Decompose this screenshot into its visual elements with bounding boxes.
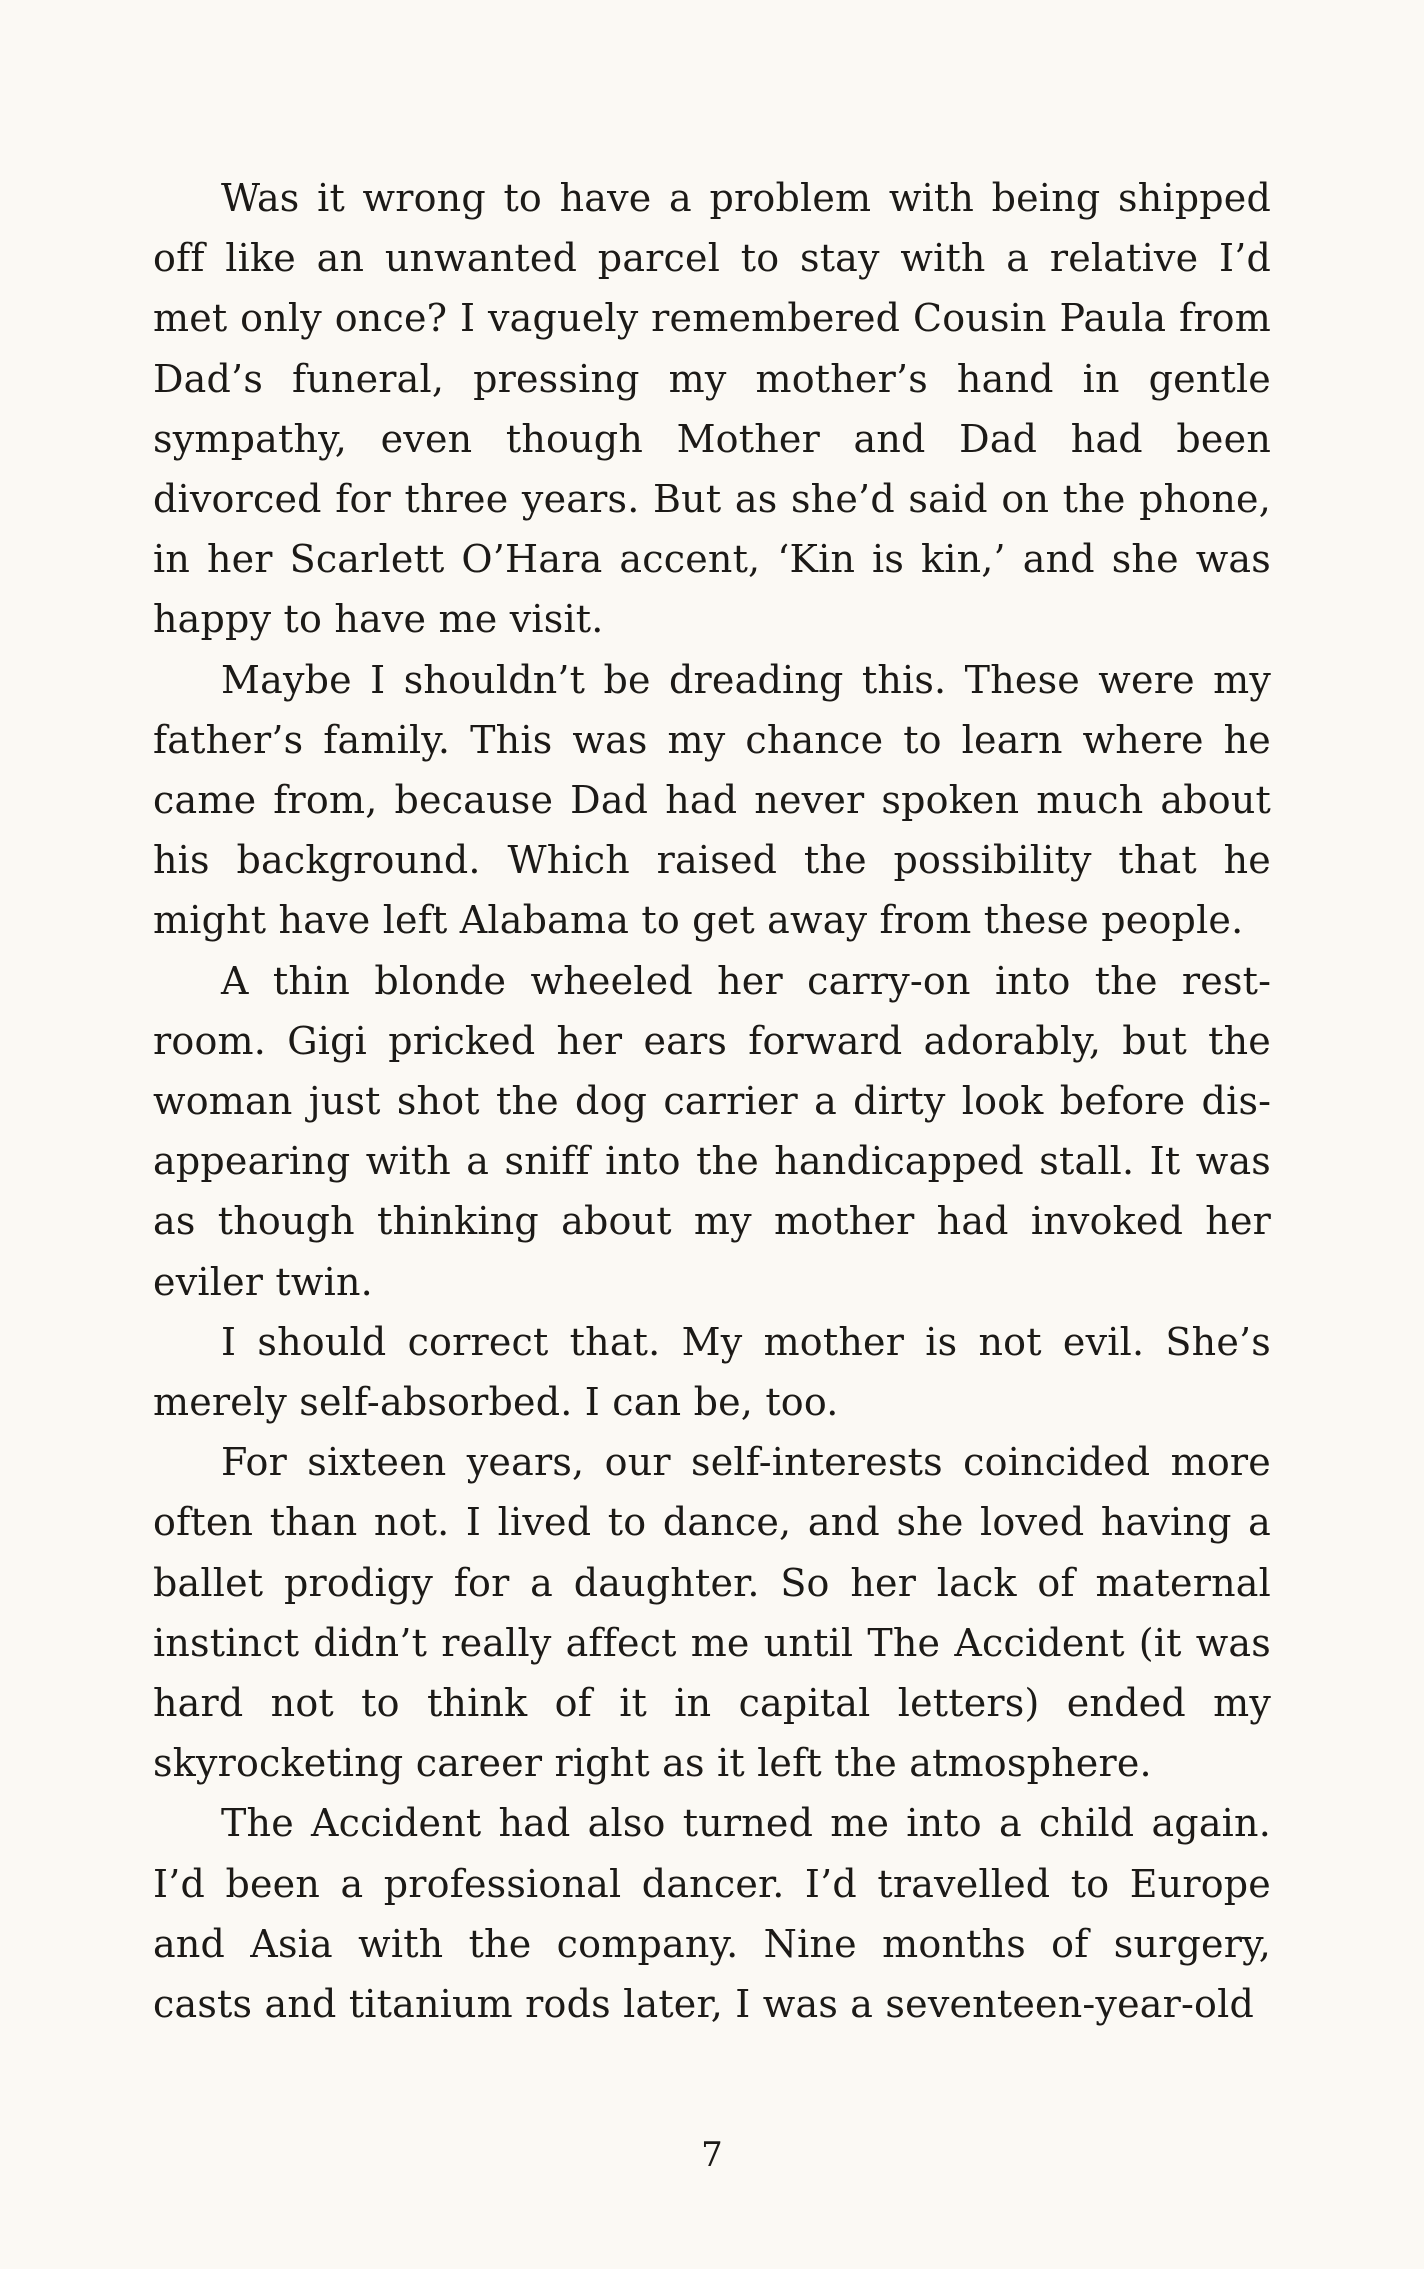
page-number: 7 <box>701 2135 723 2175</box>
paragraph-1: Was it wrong to have a problem with being shipped off like an unwanted parcel to stay with a relative I’d met only once? I vaguely remembered Cousin Paula from Dad’s funeral, pressing my mother’s hand in gentle sympathy, even though Mother and Dad had been divorced for three years. But as she’d said on the phone, in her Scarlett O’Hara accent, ‘Kin is kin,’ and she was happy to have me visit. <box>153 176 1271 642</box>
body-text <box>153 168 1271 2034</box>
paragraph-2: Maybe I shouldn’t be dreading this. These were my father’s family. This was my chance to learn where he came from, because Dad had never spoken much about his background. Which raised the possibility that he might have left Alabama to get away from these people. <box>153 657 1271 943</box>
paragraph-6: The Accident had also turned me into a child again. I’d been a professional dancer. I’d travelled to Europe and Asia with the company. Nine months of surgery, casts and titanium rods later, I was a seventeen-year-old <box>153 1801 1271 2027</box>
paragraph-5: For sixteen years, our self-interests coincided more often than not. I lived to dance, and she loved having a ballet prodigy for a daughter. So her lack of maternal instinct didn’t really affect me until The Accident (it was hard not to think of it in capital letters) ended my skyrocketing career right as it left the atmosphere. <box>153 1440 1271 1786</box>
paragraph-4: I should correct that. My mother is not evil. She’s merely self-absorbed. I can be, too. <box>153 1319 1271 1425</box>
paragraph-3: A thin blonde wheeled her carry-on into the restroom. Gigi pricked her ears forward adorably, but the woman just shot the dog carrier a dirty look before disappearing with a sniff into the handicapped stall. It was as though thinking about my mother had invoked her eviler twin. <box>153 958 1271 1304</box>
